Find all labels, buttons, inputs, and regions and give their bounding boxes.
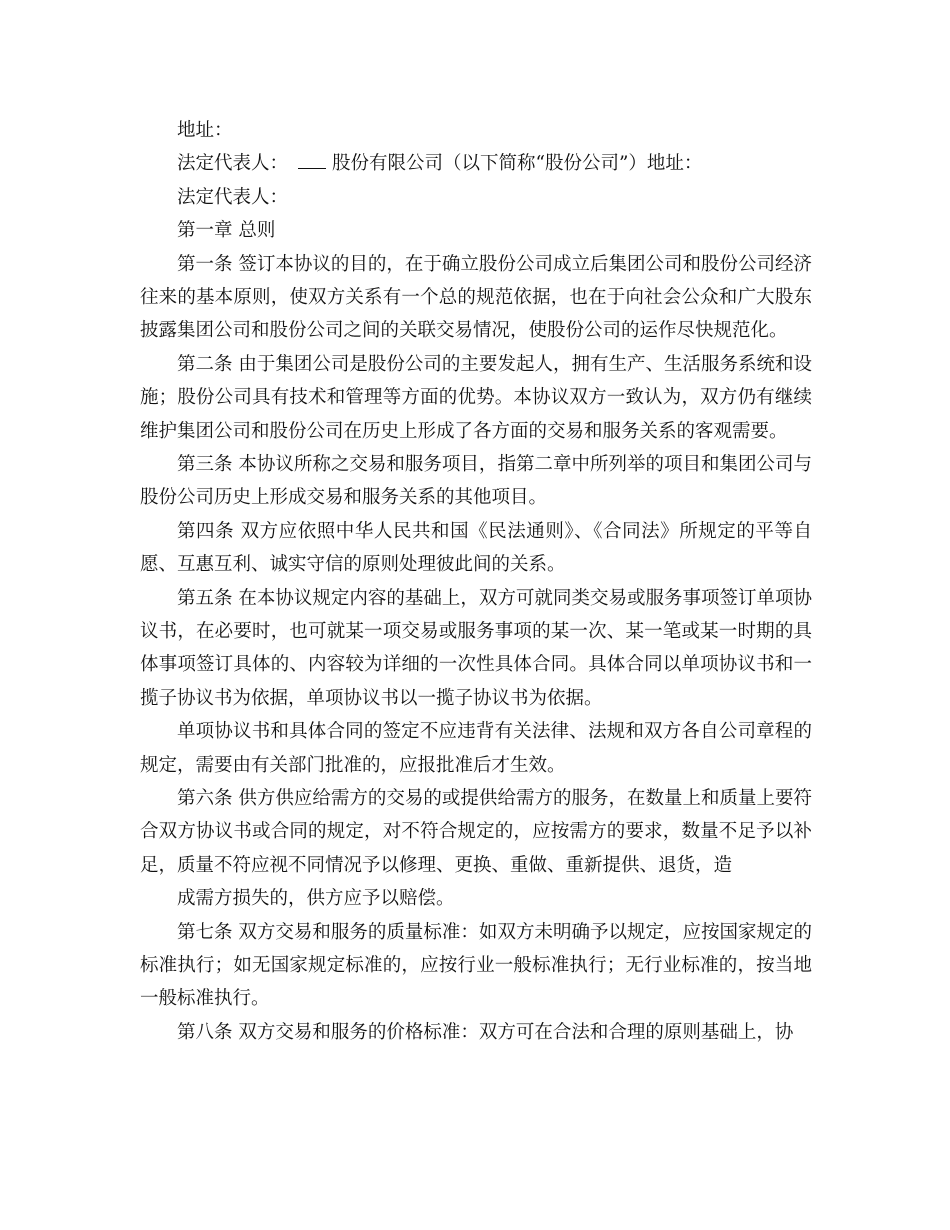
article-7: 第七条 双方交易和服务的质量标准：如双方未明确予以规定，应按国家规定的标准执行；如无国家规定标准的，应按行业一般标准执行；无行业标准的，按当地一般标准执行。 xyxy=(140,921,812,1010)
article-3: 第三条 本协议所称之交易和服务项目，指第二章中所列举的项目和集团公司与股份公司历史上形成交易和服务关系的其他项目。 xyxy=(140,454,812,509)
article-2: 第二条 由于集团公司是股份公司的主要发起人，拥有生产、生活服务系统和设施；股份公司具有技术和管理等方面的优势。本协议双方一致认为，双方仍有继续维护集团公司和股份公司在历史上形成了各方面的交易和服务关系的客观需要。 xyxy=(140,353,812,442)
article-8-first-line: 第八条 双方交易和服务的价格标准：双方可在合法和合理的原则基础上，协 xyxy=(177,1021,794,1043)
article-4: 第四条 双方应依照中华人民共和国《民法通则》、《合同法》所规定的平等自愿、互惠互利、诚实守信的原则处理彼此间的关系。 xyxy=(140,520,812,576)
article-6: 第六条 供方供应给需方的交易的或提供给需方的服务，在数量上和质量上要符合双方协议书或合同的规定，对不符合规定的，应按需方的要求，数量不足予以补足，质量不符应视不同情况予以修理、更换、重做、重新提供、退货，造 xyxy=(140,788,812,876)
representative-company-line xyxy=(140,147,812,180)
representative-line-2: 法定代表人： xyxy=(177,186,289,208)
article-5-supplement: 单项协议书和具体合同的签定不应违背有关法律、法规和双方各自公司章程的规定，需要由有关部门批准的，应报批准后才生效。 xyxy=(140,721,812,776)
article-5: 第五条 在本协议规定内容的基础上，双方可就同类交易或服务事项签订单项协议书，在必要时，也可就某一项交易或服务事项的某一次、某一笔或某一时期的具体事项签订具体的、内容较为详细的一次性具体合同。具体合同以单项协议书和一揽子协议书为依据，单项协议书以一揽子协议书为依据。 xyxy=(140,587,812,709)
company-name-text: 股份有限公司（以下简称“股份公司”）地址： xyxy=(332,153,703,175)
address-line-1: 地址： xyxy=(177,120,233,141)
chapter-title: 第一章 总则 xyxy=(177,220,276,242)
article-6-continuation: 成需方损失的，供方应予以赔偿。 xyxy=(177,888,455,910)
blank-underline xyxy=(298,150,326,169)
document-body xyxy=(140,114,812,1049)
representative-label-1: 法定代表人： xyxy=(177,153,289,175)
article-1: 第一条 签订本协议的目的，在于确立股份公司成立后集团公司和股份公司经济往来的基本原则，使双方关系有一个总的规范依据，也在于向社会公众和广大股东披露集团公司和股份公司之间的关联交易情况，使股份公司的运作尽快规范化。 xyxy=(140,253,812,342)
